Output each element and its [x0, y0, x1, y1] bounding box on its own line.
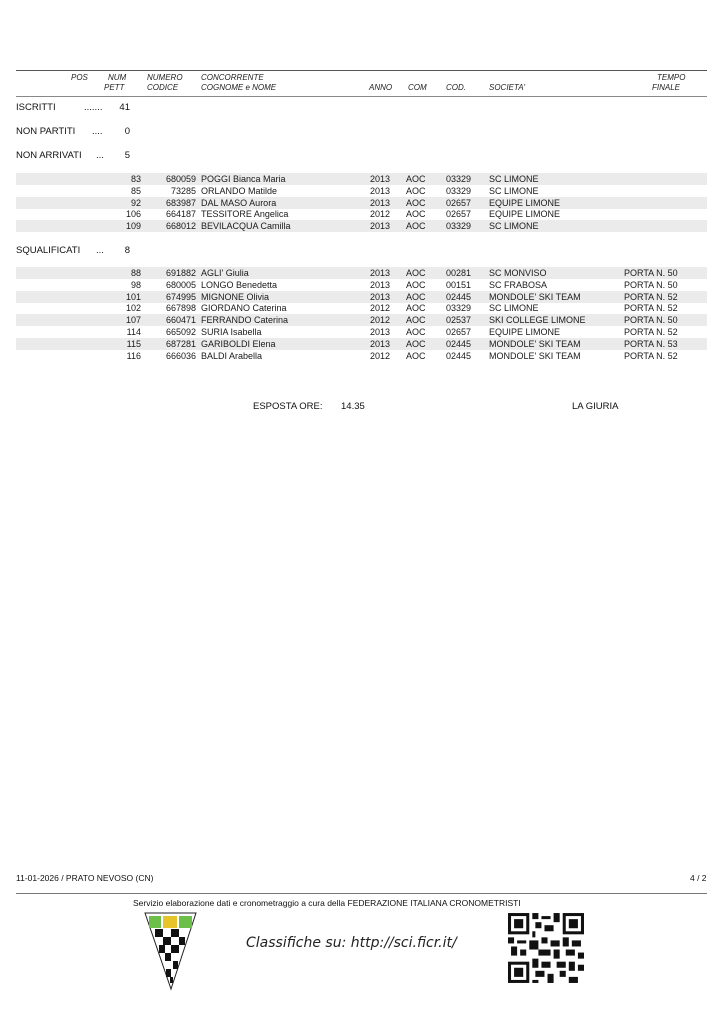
- table-row: [16, 185, 707, 197]
- nome-cell: BEVILACQUA Camilla: [201, 221, 291, 232]
- com-cell: AOC: [406, 327, 426, 337]
- cod-cell: 03329: [446, 303, 472, 314]
- anno-cell: 2013: [370, 221, 391, 232]
- table-row: [16, 350, 707, 362]
- nome-cell: GARIBOLDI Elena: [201, 338, 276, 349]
- col-header-com: COM: [408, 83, 427, 92]
- nome-cell: TESSITORE Angelica: [201, 209, 289, 220]
- societa-cell: MONDOLE' SKI TEAM: [489, 291, 581, 302]
- codice-cell: 691882: [165, 268, 196, 278]
- col-header-num: NUM: [108, 73, 127, 82]
- codice-cell: 665092: [165, 327, 196, 337]
- codice-cell: 683987: [165, 197, 196, 208]
- qr-code: [508, 913, 584, 983]
- pett-cell: 115: [126, 338, 141, 349]
- table-row: [16, 291, 707, 303]
- com-cell: AOC: [406, 174, 426, 184]
- footer-service-text: Servizio elaborazione dati e cronometraggio a cura della FEDERAZIONE ITALIANA CRONOMETRISTI: [133, 898, 521, 908]
- societa-cell: SC LIMONE: [489, 303, 539, 314]
- codice-cell: 666036: [165, 350, 196, 361]
- table-row: [16, 208, 707, 220]
- non-partiti-dots: ....: [92, 126, 103, 137]
- pett-cell: 88: [130, 268, 141, 278]
- col-header-tempo: TEMPO: [657, 73, 686, 82]
- table-row: [16, 302, 707, 314]
- societa-cell: SC MONVISO: [489, 268, 547, 278]
- col-header-codice: CODICE: [147, 83, 179, 92]
- cod-cell: 03329: [446, 185, 472, 196]
- table-row: [16, 197, 707, 209]
- pett-cell: 116: [126, 350, 141, 361]
- anno-cell: 2012: [370, 350, 391, 361]
- societa-cell: EQUIPE LIMONE: [489, 327, 561, 337]
- non-partiti-value: 0: [124, 126, 130, 137]
- pett-cell: 92: [130, 197, 141, 208]
- cod-cell: 03329: [446, 221, 472, 232]
- com-cell: AOC: [406, 315, 426, 326]
- anno-cell: 2013: [370, 185, 391, 196]
- pett-cell: 109: [125, 221, 141, 232]
- header-top-rule: [16, 70, 707, 71]
- codice-cell: 674995: [165, 291, 196, 302]
- squalificati-label: SQUALIFICATI: [16, 245, 81, 256]
- cod-cell: 03329: [446, 174, 472, 184]
- codice-cell: 680005: [165, 279, 196, 290]
- table-row: [16, 338, 707, 350]
- cod-cell: 02445: [446, 350, 472, 361]
- col-header-concorrente: CONCORRENTE: [201, 73, 264, 82]
- footer-rule: [16, 893, 707, 894]
- non-partiti-label: NON PARTITI: [16, 126, 76, 137]
- nome-cell: POGGI Bianca Maria: [201, 174, 286, 184]
- com-cell: AOC: [406, 350, 426, 361]
- non-arrivati-value: 5: [124, 150, 130, 161]
- finale-cell: PORTA N. 50: [624, 315, 678, 326]
- nome-cell: GIORDANO Caterina: [201, 303, 287, 314]
- pett-cell: 101: [125, 291, 141, 302]
- codice-cell: 680059: [165, 174, 196, 184]
- cod-cell: 00151: [446, 279, 472, 290]
- col-header-cod: COD.: [446, 83, 466, 92]
- finale-cell: PORTA N. 52: [624, 291, 678, 302]
- table-row: [16, 314, 707, 326]
- col-header-numero: NUMERO: [147, 73, 183, 82]
- iscritti-label: ISCRITTI: [16, 102, 56, 113]
- nome-cell: SURIA Isabella: [201, 327, 262, 337]
- pett-cell: 114: [126, 327, 141, 337]
- col-header-pos: POS: [71, 73, 88, 82]
- giuria-label: LA GIURIA: [572, 401, 619, 412]
- finale-cell: PORTA N. 52: [624, 350, 678, 361]
- anno-cell: 2013: [370, 174, 391, 184]
- societa-cell: MONDOLE' SKI TEAM: [489, 338, 581, 349]
- pett-cell: 83: [130, 174, 141, 184]
- cod-cell: 02657: [446, 209, 472, 220]
- iscritti-value: 41: [119, 102, 130, 113]
- anno-cell: 2013: [370, 268, 391, 278]
- com-cell: AOC: [406, 185, 426, 196]
- cod-cell: 02657: [446, 327, 472, 337]
- com-cell: AOC: [406, 338, 426, 349]
- pett-cell: 85: [130, 185, 141, 196]
- col-header-finale: FINALE: [652, 83, 681, 92]
- col-header-societa: SOCIETA': [489, 83, 526, 92]
- nome-cell: LONGO Benedetta: [201, 279, 278, 290]
- pett-cell: 107: [125, 315, 141, 326]
- societa-cell: SC LIMONE: [489, 185, 539, 196]
- cod-cell: 02657: [446, 197, 472, 208]
- table-row: [16, 173, 707, 185]
- cod-cell: 02537: [446, 315, 472, 326]
- nome-cell: MIGNONE Olivia: [201, 291, 270, 302]
- anno-cell: 2013: [370, 291, 391, 302]
- societa-cell: SC LIMONE: [489, 174, 539, 184]
- finale-cell: PORTA N. 50: [624, 279, 678, 290]
- esposta-value: 14.35: [341, 401, 365, 412]
- codice-cell: 687281: [165, 338, 196, 349]
- com-cell: AOC: [406, 279, 426, 290]
- societa-cell: SC FRABOSA: [489, 279, 548, 290]
- col-header-anno: ANNO: [369, 83, 393, 92]
- anno-cell: 2012: [370, 315, 391, 326]
- squalificati-value: 8: [124, 245, 130, 256]
- esposta-label: ESPOSTA ORE:: [253, 401, 323, 412]
- pett-cell: 102: [125, 303, 141, 314]
- finale-cell: PORTA N. 52: [624, 327, 678, 337]
- non-arrivati-dots: ...: [96, 150, 104, 161]
- codice-cell: 667898: [165, 303, 196, 314]
- finale-cell: PORTA N. 53: [624, 338, 678, 349]
- nome-cell: AGLI' Giulia: [201, 268, 249, 278]
- societa-cell: EQUIPE LIMONE: [489, 209, 561, 220]
- com-cell: AOC: [406, 291, 426, 302]
- com-cell: AOC: [406, 209, 426, 220]
- table-row: [16, 279, 707, 291]
- finale-cell: PORTA N. 50: [624, 268, 678, 278]
- codice-cell: 668012: [165, 221, 196, 232]
- classifiche-link-text[interactable]: Classifiche su: http://sci.ficr.it/: [246, 935, 457, 951]
- col-header-pett: PETT: [104, 83, 125, 92]
- anno-cell: 2013: [370, 197, 391, 208]
- anno-cell: 2013: [370, 338, 391, 349]
- cod-cell: 02445: [446, 291, 472, 302]
- col-header-cognome-nome: COGNOME e NOME: [201, 83, 277, 92]
- footer-date-place: 11-01-2026 / PRATO NEVOSO (CN): [16, 873, 154, 883]
- societa-cell: EQUIPE LIMONE: [489, 197, 561, 208]
- squalificati-dots: ...: [96, 245, 104, 256]
- footer-page-number: 4 / 2: [690, 873, 707, 883]
- societa-cell: SKI COLLEGE LIMONE: [489, 315, 586, 326]
- non-arrivati-label: NON ARRIVATI: [16, 150, 82, 161]
- finale-cell: PORTA N. 52: [624, 303, 678, 314]
- table-row: [16, 220, 707, 232]
- anno-cell: 2013: [370, 279, 391, 290]
- cod-cell: 02445: [446, 338, 472, 349]
- societa-cell: MONDOLE' SKI TEAM: [489, 350, 581, 361]
- anno-cell: 2012: [370, 303, 391, 314]
- table-row: [16, 326, 707, 338]
- ficr-logo: [143, 911, 198, 991]
- pett-cell: 98: [130, 279, 141, 290]
- nome-cell: ORLANDO Matilde: [201, 185, 278, 196]
- cod-cell: 00281: [446, 268, 472, 278]
- table-row: [16, 267, 707, 279]
- header-bottom-rule: [16, 96, 707, 97]
- societa-cell: SC LIMONE: [489, 221, 539, 232]
- codice-cell: 664187: [165, 209, 196, 220]
- iscritti-dots: .......: [84, 102, 103, 113]
- nome-cell: BALDI Arabella: [201, 350, 263, 361]
- com-cell: AOC: [406, 197, 426, 208]
- codice-cell: 660471: [165, 315, 196, 326]
- com-cell: AOC: [406, 221, 426, 232]
- codice-cell: 73285: [170, 185, 196, 196]
- pett-cell: 106: [125, 209, 141, 220]
- nome-cell: DAL MASO Aurora: [201, 197, 277, 208]
- anno-cell: 2012: [370, 209, 391, 220]
- nome-cell: FERRANDO Caterina: [201, 315, 289, 326]
- com-cell: AOC: [406, 268, 426, 278]
- anno-cell: 2013: [370, 327, 391, 337]
- com-cell: AOC: [406, 303, 426, 314]
